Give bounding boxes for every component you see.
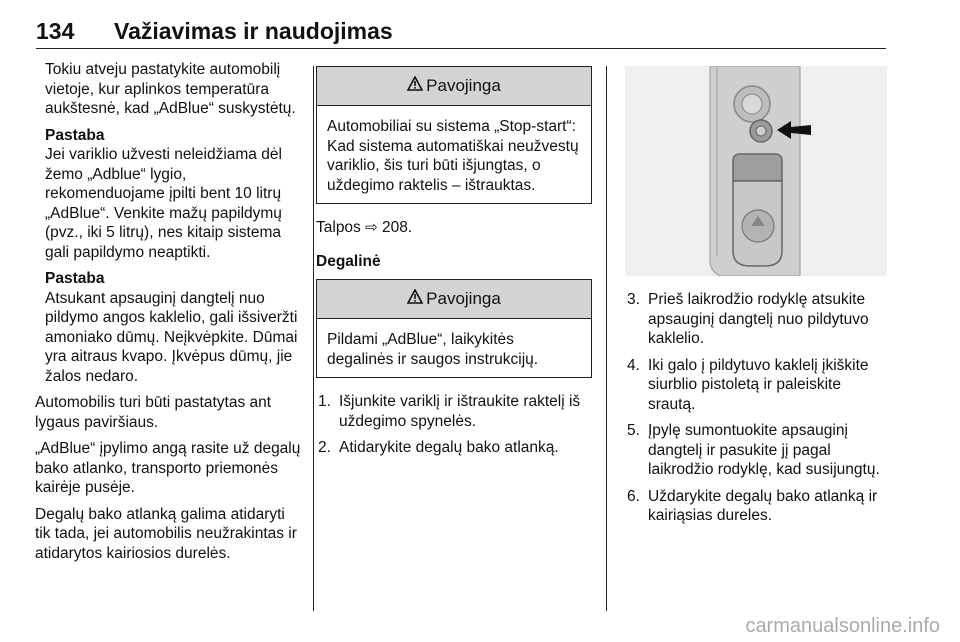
page-header [36, 8, 886, 49]
page-number: 134 [36, 18, 75, 44]
steps-list-1 [316, 392, 592, 458]
note-2 [35, 269, 303, 386]
column-left [35, 60, 303, 570]
warning-box-station [316, 279, 592, 378]
steps-list-2 [625, 290, 887, 526]
warning-triangle-icon [407, 76, 423, 96]
warning-box-header [317, 280, 591, 319]
warning-text: Automobiliai su sistema „Stop-start“: Kad sistema automatiškai neužvestų variklio, šis turi būti išjungtas, o uždegimo raktelis – ištrauktas. [327, 118, 579, 194]
section-heading: Degalinė [316, 252, 381, 270]
note-1-heading: Pastaba [45, 126, 105, 144]
list-item: 1. Išjunkite variklį ir ištraukite raktelį iš uždegimo spynelės. [318, 393, 581, 430]
paragraph-level-surface: Automobilis turi būti pastatytas ant lygaus paviršiaus. [35, 394, 272, 431]
warning-triangle-icon [407, 289, 423, 309]
cross-reference[interactable] [316, 218, 592, 238]
list-item: 4. Iki galo į pildytuvo kaklelį įkiškite siurblio pistoletą ir paleiskite srautą. [627, 356, 869, 413]
xref-label: Talpos [316, 219, 361, 236]
list-item: 3. Prieš laikrodžio rodyklę atsukite apsauginį dangtelį nuo pildytuvo kaklelio. [627, 291, 869, 347]
note-2-heading: Pastaba [45, 270, 105, 287]
column-middle [316, 60, 592, 465]
warning-text: Pildami „AdBlue“, laikykitės degalinės ir saugos instrukcijų. [327, 331, 539, 368]
chapter-title: Važiavimas ir naudojimas [114, 18, 393, 44]
paragraph-flap-opening: Degalų bako atlanką galima atidaryti tik tada, jei automobilis neužrakintas ir atidarytos kairiosios durelės. [35, 505, 297, 562]
note-2-text: Atsukant apsauginį dangtelį nuo pildymo angos kaklelio, gali išsiveržti amoniako dūmų. Neįkvėpkite. Dūmai yra aitraus kvapo. Įkvėpus dūmų, jie žalos nedaro. [45, 289, 298, 385]
warning-title: Pavojinga [426, 289, 501, 309]
note-1 [35, 126, 303, 263]
column-divider-2 [606, 66, 607, 611]
paragraph-filler-location: „AdBlue“ įpylimo angą rasite už degalų bako atlanko, transporto priemonės kairėje pusėje. [35, 440, 301, 496]
warning-box-header [317, 67, 591, 106]
warning-box-stop-start [316, 66, 592, 204]
list-item: 6. Uždarykite degalų bako atlanką ir kairiąsias dureles. [627, 487, 878, 524]
xref-page: 208. [382, 219, 413, 236]
adblue-filler-illustration [625, 66, 887, 276]
note-1-text: Jei variklio užvesti neleidžiama dėl žemo „Adblue“ lygio, rekomenduojame įpilti bent 10 litrų „AdBlue“. Venkite mažų papildymų (pvz., iki 5 litrų), nes kitaip sistema gali papildymo neaptikti. [45, 146, 282, 261]
column-divider-1 [313, 66, 314, 611]
warning-title: Pavojinga [426, 76, 501, 96]
watermark: carmanualsonline.info [745, 615, 940, 637]
intro-paragraph: Tokiu atveju pastatykite automobilį vietoje, kur aplinkos temperatūra aukštesnė, kad „AdBlue“ suskystėtų. [45, 61, 296, 117]
list-item: 2. Atidarykite degalų bako atlanką. [318, 439, 559, 456]
column-right [625, 60, 887, 533]
list-item: 5. Įpylę sumontuokite apsauginį dangtelį ir pasukite jį pagal laikrodžio rodyklę, kad susijungtų. [627, 422, 880, 478]
page-reference-arrow-icon: ⇨ [365, 219, 378, 236]
